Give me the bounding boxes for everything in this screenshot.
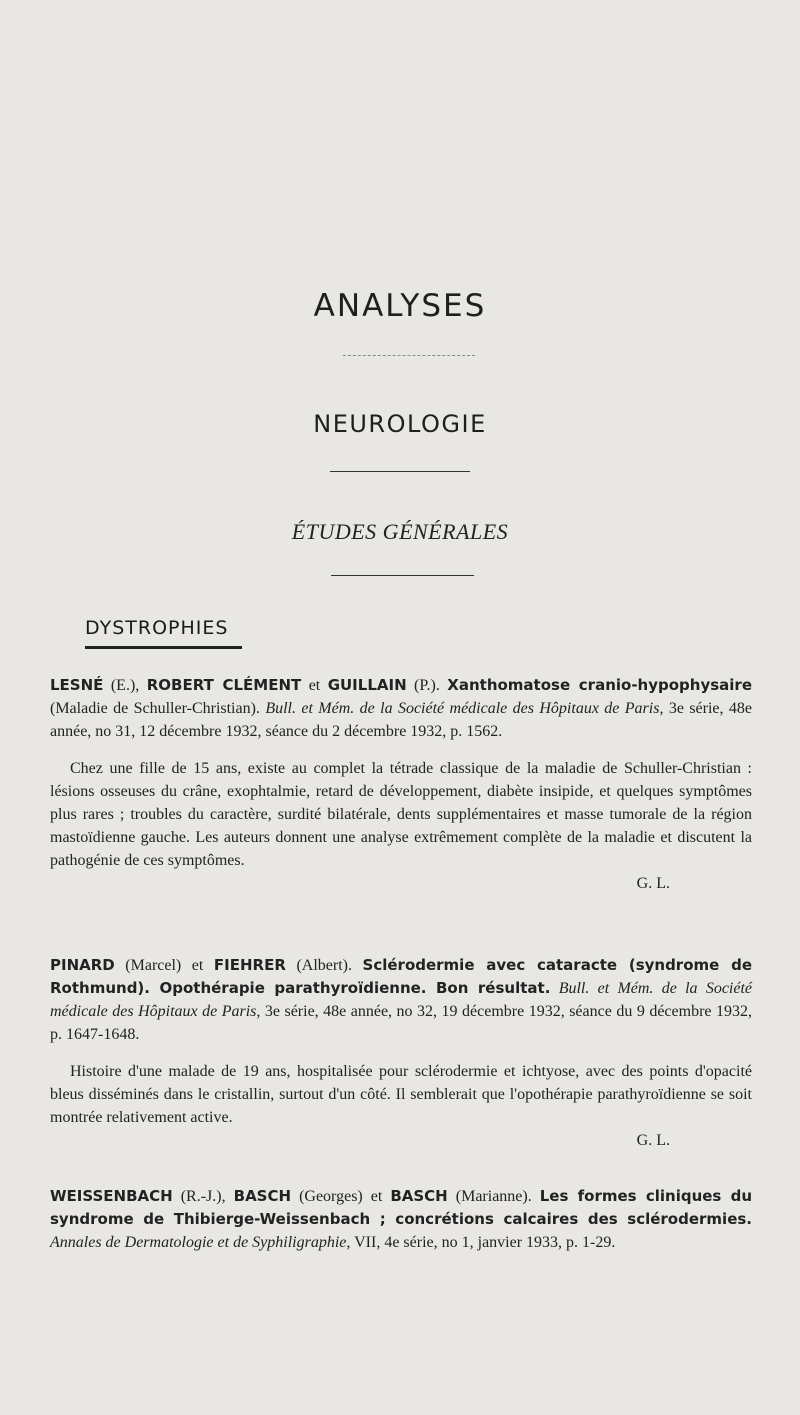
reference: VII, 4e série, no 1, janvier 1933, p. 1-29. <box>350 1234 616 1251</box>
abstract-entry <box>50 674 752 895</box>
dashed-divider <box>343 355 475 356</box>
author-name: ROBERT CLÉMENT <box>146 676 302 694</box>
citation: PINARD (Marcel) et FIEHRER (Albert). Sclérodermie avec cataracte (syndrome de Rothmund). Opothérapie parathyroïdienne. Bon résultat. Bull. et Mém. de la Société médicale des Hôpitaux de Paris, 3e série, 48e année, no 32, 19 décembre 1932, séance du 9 décembre 1932, p. 1647-1648. <box>50 956 753 1043</box>
category-underline <box>85 646 242 649</box>
author-name: WEISSENBACH <box>50 1187 173 1205</box>
abstract-body: Chez une fille de 15 ans, existe au complet la tétrade classique de la maladie de Schuller-Christian : lésions osseuses du crâne, exophtalmie, retard de développement, diabète insipide, et quelques symptômes plus rares ; troubles du caractère, surdité bilatérale, dents supplémentaires et masse tumorale de la région mastoïdienne gauche. Les auteurs donnent une analyse extrêmement complète de la maladie et discutent la pathogénie de ces symptômes. G. L. <box>50 757 752 895</box>
citation: WEISSENBACH (R.-J.), BASCH (Georges) et BASCH (Marianne). Les formes cliniques du syndrome de Thibierge-Weissenbach ; concrétions calcaires des sclérodermies. Annales de Dermatologie et de Syphiligraphie, VII, 4e série, no 1, janvier 1933, p. 1-29. <box>50 1187 753 1251</box>
author-name: PINARD <box>50 956 115 974</box>
author-name: LESNÉ <box>50 676 104 694</box>
article-title: Xanthomatose cranio-hypophysaire <box>447 676 753 694</box>
page-title: ANALYSES <box>313 288 487 324</box>
journal-name: Bull. et Mém. de la Société médicale des Hôpitaux de Paris, <box>265 700 664 717</box>
divider <box>331 575 474 576</box>
journal-name: Annales de Dermatologie et de Syphiligraphie, <box>50 1234 351 1251</box>
citation: LESNÉ (E.), ROBERT CLÉMENT et GUILLAIN (P.). Xanthomatose cranio-hypophysaire (Maladie de Schuller-Christian). Bull. et Mém. de la Société médicale des Hôpitaux de Paris, 3e série, 48e année, no 31, 12 décembre 1932, séance du 2 décembre 1932, p. 1562. <box>50 676 753 740</box>
reference: 3e série, 48e année, no 32, 19 décembre 1932, séance du 9 décembre 1932, p. 1647-1648. <box>50 1003 752 1043</box>
author-name: BASCH <box>390 1187 448 1205</box>
subsection-title: ÉTUDES GÉNÉRALES <box>291 519 509 544</box>
signature: G. L. <box>636 1132 670 1149</box>
signature: G. L. <box>636 875 670 892</box>
section-title: NEUROLOGIE <box>313 410 487 438</box>
reference: 3e série, 48e année, no 31, 12 décembre 1932, séance du 2 décembre 1932, p. 1562. <box>50 700 752 740</box>
author-name: BASCH <box>233 1187 292 1205</box>
article-title: Sclérodermie avec cataracte (syndrome de Rothmund). Opothérapie parathyroïdienne. Bon résultat. <box>50 956 752 997</box>
journal-name: Bull. et Mém. de la Société médicale des Hôpitaux de Paris, <box>50 980 753 1020</box>
category-heading: DYSTROPHIES <box>85 617 229 639</box>
abstract-body: Histoire d'une malade de 19 ans, hospitalisée pour sclérodermie et ichtyose, avec des points d'opacité bleus disséminés dans le cristallin, surtout d'un côté. Il semblerait que l'opothérapie parathyroïdienne se soit montrée relativement active. G. L. <box>50 1060 752 1152</box>
author-name: FIEHRER <box>213 956 286 974</box>
article-title: Les formes cliniques du syndrome de Thibierge-Weissenbach ; concrétions calcaires des sclérodermies. <box>50 1187 753 1228</box>
abstract-entry <box>50 954 752 1152</box>
divider <box>330 471 470 472</box>
abstract-entry <box>50 1185 752 1254</box>
author-name: GUILLAIN <box>327 676 407 694</box>
